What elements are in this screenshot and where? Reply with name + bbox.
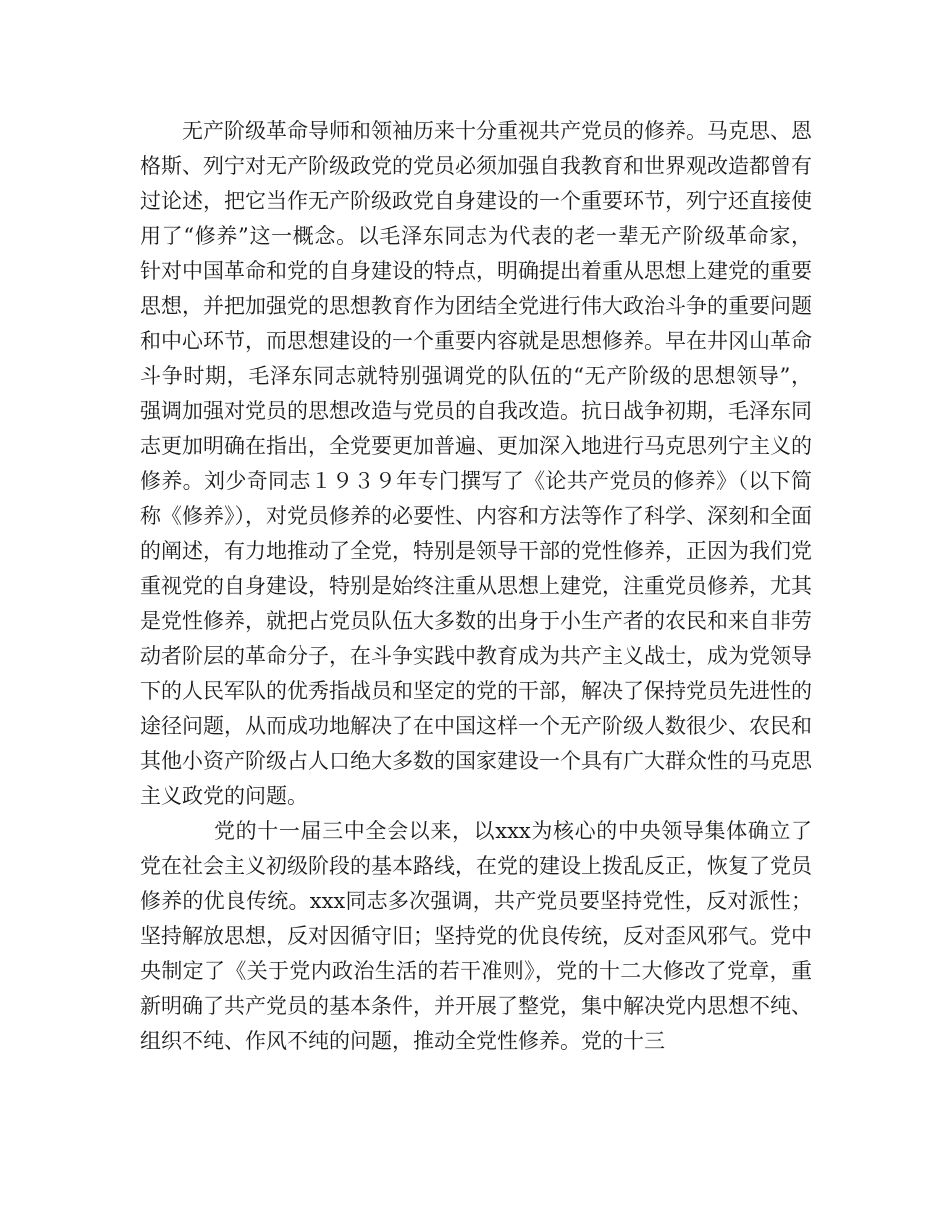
- paragraph-2: 党的十一届三中全会以来，以xxx为核心的中央领导集体确立了党在社会主义初级阶段的基本路线，在党的建设上拨乱反正，恢复了党员修养的优良传统。xxx同志多次强调，共产党员要坚持党性，反对派性；坚持解放思想，反对因循守旧；坚持党的优良传统，反对歪风邪气。党中央制定了《关于党内政治生活的若干准则》，党的十二大修改了党章，重新明确了共产党员的基本条件，并开展了整党，集中解决党内思想不纯、组织不纯、作风不纯的问题，推动全党性修养。党的十三: [140, 819, 812, 1053]
- paragraph-1: 无产阶级革命导师和领袖历来十分重视共产党员的修养。马克思、恩格斯、列宁对无产阶级政党的党员必须加强自我教育和世界观改造都曾有过论述，把它当作无产阶级政党自身建设的一个重要环节，列宁还直接使用了“修养”这一概念。以毛泽东同志为代表的老一辈无产阶级革命家，针对中国革命和党的自身建设的特点，明确提出着重从思想上建党的重要思想，并把加强党的思想教育作为团结全党进行伟大政治斗争的重要问题和中心环节，而思想建设的一个重要内容就是思想修养。早在井冈山革命斗争时期，毛泽东同志就特别强调党的队伍的“无产阶级的思想领导”，强调加强对党员的思想改造与党员的自我改造。抗日战争初期，毛泽东同志更加明确在指出，全党要更加普遍、更加深入地进行马克思列宁主义的修养。刘少奇同志１９３９年专门撰写了《论共产党员的修养》（以下简称《修养》），对党员修养的必要性、内容和方法等作了科学、深刻和全面的阐述，有力地推动了全党，特别是领导干部的党性修养，正因为我们党重视党的自身建设，特别是始终注重从思想上建党，注重党员修养，尤其是党性修养，就把占党员队伍大多数的出身于小生产者的农民和来自非劳动者阶层的革命分子，在斗争实践中教育成为共产主义战士，成为党领导下的人民军队的优秀指战员和坚定的党的干部，解决了保持党员先进性的途径问题，从而成功地解决了在中国这样一个无产阶级人数很少、农民和其他小资产阶级占人口绝大多数的国家建设一个具有广大群众性的马克思主义政党的问题。: [140, 119, 812, 808]
- document-body: [140, 114, 812, 1059]
